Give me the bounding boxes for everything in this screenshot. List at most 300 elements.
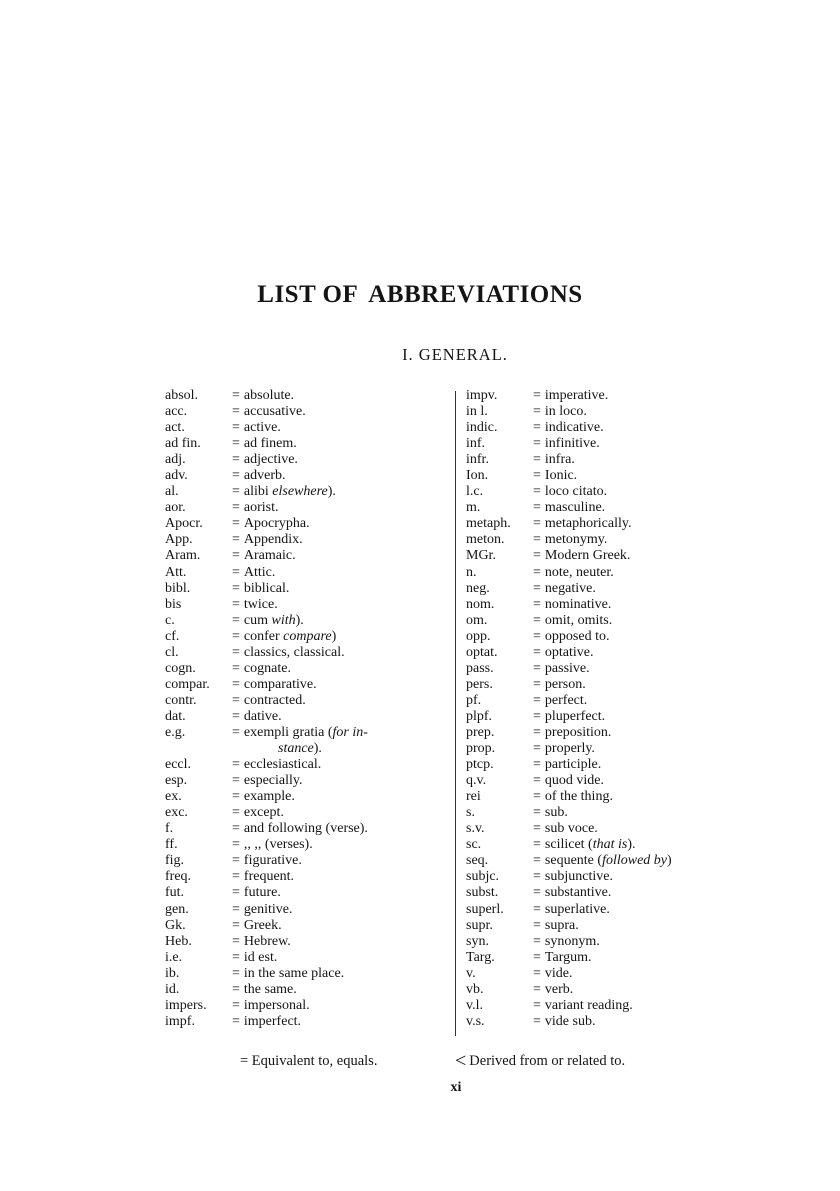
- definition: [232, 452, 441, 468]
- definition: [232, 902, 441, 918]
- definition: [533, 789, 728, 805]
- definition: [232, 613, 441, 629]
- abbreviation: s.: [466, 805, 475, 821]
- abbreviation-entry: [466, 966, 728, 982]
- definition: [232, 388, 441, 404]
- definition: [533, 821, 728, 837]
- abbreviation: acc.: [165, 404, 188, 420]
- definition-text: infinitive.: [544, 436, 600, 452]
- definition-text: opposed to.: [544, 628, 610, 644]
- definition: [232, 565, 441, 581]
- definition: [232, 998, 441, 1014]
- equals-sign: =: [533, 388, 541, 403]
- less-than-icon: <: [455, 1050, 467, 1072]
- equals-sign: =: [232, 532, 240, 548]
- abbreviation: ad fin.: [165, 436, 201, 452]
- equals-sign: =: [232, 644, 240, 660]
- definition: [533, 548, 728, 564]
- abbreviation-entry: [466, 565, 728, 581]
- definition-text: Apocrypha.: [243, 516, 310, 532]
- abbreviation: ib.: [165, 965, 180, 981]
- equals-sign: =: [533, 532, 541, 548]
- definition-text: Targum.: [544, 949, 592, 965]
- definition: [533, 452, 728, 468]
- definition-text: adjective.: [243, 452, 298, 468]
- equals-sign: =: [533, 821, 541, 837]
- definition: [533, 613, 728, 629]
- definition-text: Aramaic.: [243, 548, 296, 564]
- abbreviation: contr.: [165, 692, 197, 708]
- abbreviation-entry: [466, 725, 728, 741]
- equals-sign: =: [232, 676, 240, 692]
- abbreviation-column-left: [165, 388, 441, 1030]
- definition-text: except.: [243, 805, 284, 821]
- definition-text: substantive.: [544, 885, 612, 901]
- abbreviation-entry: [466, 773, 728, 789]
- equals-sign: =: [232, 500, 240, 516]
- definition: [232, 629, 441, 645]
- equals-sign: =: [232, 853, 240, 869]
- abbreviation-entry: [165, 805, 441, 821]
- definition: [232, 805, 441, 821]
- equals-sign: =: [533, 676, 541, 692]
- equals-sign: =: [533, 484, 541, 500]
- abbreviation-entry: [165, 725, 441, 757]
- definition-text: active.: [243, 420, 281, 436]
- definition-text: adverb.: [243, 468, 286, 484]
- equals-sign: =: [232, 724, 240, 740]
- abbreviation: vb.: [466, 981, 484, 997]
- definition-text: comparative.: [243, 676, 317, 692]
- equals-sign: =: [232, 965, 240, 981]
- equals-sign: =: [232, 949, 240, 965]
- definition: [232, 773, 441, 789]
- equals-sign: =: [533, 628, 541, 644]
- definition-text: metonymy.: [544, 532, 608, 548]
- abbreviation-entry: [165, 966, 441, 982]
- equals-sign: =: [533, 965, 541, 981]
- abbreviation: nom.: [466, 596, 495, 612]
- equals-sign: =: [232, 484, 240, 500]
- abbreviation: v.l.: [466, 997, 483, 1013]
- abbreviation-entry: [466, 869, 728, 885]
- abbreviation: Gk.: [165, 917, 186, 933]
- definition: [533, 436, 728, 452]
- definition-text: verb.: [544, 981, 574, 997]
- definition-closing: ).: [295, 612, 304, 628]
- definition: [232, 853, 441, 869]
- abbreviation: compar.: [165, 676, 210, 692]
- definition-text: superlative.: [544, 901, 610, 917]
- equals-sign: =: [533, 885, 541, 901]
- definition: [232, 966, 441, 982]
- definition: [533, 837, 728, 853]
- definition-text: variant reading.: [544, 997, 633, 1013]
- definition: [533, 741, 728, 757]
- equals-sign: =: [533, 853, 541, 869]
- definition: [533, 645, 728, 661]
- equals-sign: =: [232, 692, 240, 708]
- abbreviation-entry: [466, 500, 728, 516]
- abbreviation-entry: [466, 934, 728, 950]
- abbreviation: m.: [466, 500, 481, 516]
- abbreviation-entry: [466, 853, 728, 869]
- abbreviation: neg.: [466, 580, 490, 596]
- definition-text: properly.: [544, 741, 595, 757]
- abbreviation: impf.: [165, 1013, 195, 1029]
- column-divider: [455, 391, 456, 1036]
- definition: [533, 1014, 728, 1030]
- abbreviation: adv.: [165, 468, 188, 484]
- abbreviation: MGr.: [466, 548, 496, 564]
- definition-text: Attic.: [243, 564, 276, 580]
- abbreviation: opp.: [466, 628, 491, 644]
- abbreviation: ff.: [165, 837, 178, 853]
- equals-sign: =: [232, 612, 240, 628]
- abbreviation: absol.: [165, 388, 199, 403]
- abbreviation-entry: [165, 629, 441, 645]
- abbreviation-entry: [165, 565, 441, 581]
- equals-sign: =: [232, 628, 240, 644]
- abbreviation-column-right: [466, 388, 728, 1030]
- abbreviation: i.e.: [165, 949, 183, 965]
- definition-italic: followed by: [602, 853, 667, 869]
- abbreviation-entry: [165, 597, 441, 613]
- abbreviation: Targ.: [466, 949, 495, 965]
- equals-sign: =: [232, 420, 240, 436]
- definition: [533, 677, 728, 693]
- abbreviation: subjc.: [466, 869, 500, 885]
- definition: [533, 773, 728, 789]
- abbreviation: pf.: [466, 692, 482, 708]
- definition-text: metaphorically.: [544, 516, 632, 532]
- abbreviation: adj.: [165, 452, 186, 468]
- abbreviation: impers.: [165, 997, 207, 1013]
- definition-text: person.: [544, 676, 586, 692]
- definition-closing: ): [667, 853, 672, 869]
- definition-text: in the same place.: [243, 965, 345, 981]
- definition-text: Hebrew.: [243, 933, 291, 949]
- abbreviation-entry: [466, 404, 728, 420]
- definition-text: subjunctive.: [544, 869, 613, 885]
- definition: [232, 645, 441, 661]
- definition: [232, 436, 441, 452]
- abbreviation: q.v.: [466, 773, 487, 789]
- definition: [533, 500, 728, 516]
- equals-sign: =: [232, 388, 240, 403]
- definition-text: classics, classical.: [243, 644, 345, 660]
- abbreviation: cl.: [165, 644, 179, 660]
- definition: [533, 693, 728, 709]
- abbreviation: pers.: [466, 676, 493, 692]
- abbreviation: gen.: [165, 901, 189, 917]
- definition-text: exempli gratia (: [243, 724, 333, 740]
- abbreviation: v.: [466, 965, 476, 981]
- definition-text: of the thing.: [544, 789, 613, 805]
- definition: [533, 902, 728, 918]
- definition: [232, 661, 441, 677]
- equals-sign: =: [232, 436, 240, 452]
- abbreviation: bis: [165, 596, 182, 612]
- abbreviation: bibl.: [165, 580, 191, 596]
- abbreviation-entry: [165, 436, 441, 452]
- abbreviation: eccl.: [165, 757, 192, 773]
- legend-derived-text: Derived from or related to.: [469, 1053, 626, 1069]
- equals-sign: =: [533, 901, 541, 917]
- abbreviation-entry: [466, 885, 728, 901]
- equals-sign: =: [533, 949, 541, 965]
- equals-sign: =: [533, 644, 541, 660]
- abbreviation: optat.: [466, 644, 498, 660]
- abbreviation: sc.: [466, 837, 482, 853]
- abbreviation-entry: [165, 532, 441, 548]
- abbreviation: Heb.: [165, 933, 192, 949]
- abbreviation: Ion.: [466, 468, 489, 484]
- definition-italic: elsewhere: [272, 484, 328, 500]
- abbreviation-entry: [466, 420, 728, 436]
- abbreviation-entry: [165, 982, 441, 998]
- abbreviation-entry: [466, 516, 728, 532]
- abbreviation-entry: [466, 613, 728, 629]
- definition-text: masculine.: [544, 500, 606, 516]
- abbreviation-entry: [165, 950, 441, 966]
- equals-sign: =: [533, 580, 541, 596]
- definition-text: frequent.: [243, 869, 295, 885]
- definition: [533, 388, 728, 404]
- equals-sign: =: [232, 468, 240, 484]
- abbreviation-entry: [466, 982, 728, 998]
- definition-text: preposition.: [544, 724, 612, 740]
- abbreviation: l.c.: [466, 484, 484, 500]
- abbreviation: fig.: [165, 853, 185, 869]
- equals-sign: =: [533, 548, 541, 564]
- abbreviation-entry: [466, 452, 728, 468]
- definition: [533, 709, 728, 725]
- equals-sign: =: [232, 901, 240, 917]
- definition: [232, 837, 441, 853]
- definition: [232, 869, 441, 885]
- abbreviation-entry: [466, 532, 728, 548]
- definition-continuation: [232, 741, 441, 757]
- abbreviation-entry: [466, 548, 728, 564]
- definition-text: absolute.: [243, 388, 295, 403]
- legend-derived: [455, 1050, 626, 1072]
- definition-text: alibi: [243, 484, 273, 500]
- definition-text: sequente (: [544, 853, 603, 869]
- abbreviation-entry: [165, 853, 441, 869]
- abbreviation: f.: [165, 821, 174, 837]
- definition: [232, 1014, 441, 1030]
- legend-equals: = Equivalent to, equals.: [240, 1053, 378, 1069]
- abbreviation-entry: [466, 597, 728, 613]
- definition: [232, 693, 441, 709]
- abbreviation: seq.: [466, 853, 489, 869]
- equals-sign: =: [533, 1013, 541, 1029]
- abbreviation: ex.: [165, 789, 182, 805]
- definition: [232, 757, 441, 773]
- definition-text: Ionic.: [544, 468, 578, 484]
- equals-sign: =: [232, 1013, 240, 1029]
- definition: [232, 420, 441, 436]
- abbreviation-entry: [165, 677, 441, 693]
- equals-sign: =: [232, 837, 240, 853]
- abbreviation: infr.: [466, 452, 489, 468]
- abbreviation: Apocr.: [165, 516, 203, 532]
- definition: [232, 950, 441, 966]
- equals-sign: =: [232, 981, 240, 997]
- definition-text: genitive.: [243, 901, 293, 917]
- abbreviation-entry: [165, 998, 441, 1014]
- abbreviation-entry: [165, 885, 441, 901]
- abbreviation: App.: [165, 532, 193, 548]
- definition: [533, 885, 728, 901]
- abbreviation-entry: [165, 837, 441, 853]
- equals-sign: =: [533, 564, 541, 580]
- equals-sign: =: [232, 548, 240, 564]
- definition: [533, 516, 728, 532]
- equals-sign: =: [533, 773, 541, 789]
- equals-sign: =: [533, 436, 541, 452]
- definition-text: ad finem.: [243, 436, 297, 452]
- definition-text: ,, ,, (verses).: [243, 837, 313, 853]
- abbreviation-entry: [165, 934, 441, 950]
- abbreviation: cogn.: [165, 660, 196, 676]
- abbreviation-entry: [466, 436, 728, 452]
- abbreviation: metaph.: [466, 516, 511, 532]
- definition: [232, 725, 441, 757]
- abbreviation: exc.: [165, 805, 188, 821]
- definition: [232, 404, 441, 420]
- abbreviation-entry: [466, 645, 728, 661]
- abbreviation: pass.: [466, 660, 494, 676]
- abbreviation: plpf.: [466, 708, 493, 724]
- definition: [533, 918, 728, 934]
- page-title: [0, 281, 840, 309]
- definition-text: participle.: [544, 757, 602, 773]
- abbreviation: e.g.: [165, 724, 186, 740]
- definition: [232, 885, 441, 901]
- definition-text: sub voce.: [544, 821, 598, 837]
- abbreviation-entry: [165, 709, 441, 725]
- equals-sign: =: [232, 516, 240, 532]
- equals-sign: =: [232, 757, 240, 773]
- abbreviation: v.s.: [466, 1013, 485, 1029]
- equals-sign: =: [533, 933, 541, 949]
- abbreviation: Att.: [165, 564, 187, 580]
- definition: [232, 500, 441, 516]
- equals-sign: =: [533, 500, 541, 516]
- abbreviation: act.: [165, 420, 185, 436]
- definition-text: vide sub.: [544, 1013, 596, 1029]
- equals-sign: =: [232, 452, 240, 468]
- definition-closing: ).: [313, 741, 322, 757]
- abbreviation-entry: [165, 918, 441, 934]
- definition: [232, 468, 441, 484]
- definition: [533, 869, 728, 885]
- abbreviation: fut.: [165, 885, 185, 901]
- definition: [533, 404, 728, 420]
- definition-text: pluperfect.: [544, 708, 606, 724]
- definition: [232, 934, 441, 950]
- abbreviation-entry: [165, 693, 441, 709]
- abbreviation-entry: [466, 661, 728, 677]
- definition: [232, 789, 441, 805]
- abbreviation-entry: [165, 452, 441, 468]
- definition-text: quod vide.: [544, 773, 605, 789]
- definition-text: aorist.: [243, 500, 279, 516]
- abbreviation-entry: [466, 902, 728, 918]
- abbreviation: om.: [466, 612, 488, 628]
- equals-sign: =: [533, 741, 541, 757]
- definition: [533, 966, 728, 982]
- abbreviation-entry: [466, 837, 728, 853]
- equals-sign: =: [533, 612, 541, 628]
- equals-sign: =: [533, 837, 541, 853]
- abbreviation: s.v.: [466, 821, 485, 837]
- abbreviation-entry: [165, 613, 441, 629]
- definition-text: perfect.: [544, 692, 588, 708]
- definition-text: accusative.: [243, 404, 306, 420]
- definition-text: cognate.: [243, 660, 291, 676]
- equals-sign: =: [232, 789, 240, 805]
- definition-closing: ): [331, 628, 337, 644]
- equals-sign: =: [232, 997, 240, 1013]
- abbreviation-entry: [165, 869, 441, 885]
- abbreviation: ptcp.: [466, 757, 494, 773]
- abbreviation: supr.: [466, 917, 493, 933]
- abbreviation-entry: [165, 902, 441, 918]
- abbreviation-entry: [165, 404, 441, 420]
- definition: [232, 516, 441, 532]
- equals-sign: =: [232, 821, 240, 837]
- definition: [232, 484, 441, 500]
- definition-text: loco citato.: [544, 484, 608, 500]
- abbreviation-entry: [466, 484, 728, 500]
- definition-text: Greek.: [243, 917, 282, 933]
- abbreviation: al.: [165, 484, 179, 500]
- definition: [232, 821, 441, 837]
- section-heading: I. GENERAL.: [402, 345, 508, 364]
- abbreviation-entry: [466, 677, 728, 693]
- equals-sign: =: [533, 468, 541, 484]
- equals-sign: =: [533, 596, 541, 612]
- abbreviation: id.: [165, 981, 180, 997]
- abbreviation: indic.: [466, 420, 498, 436]
- equals-sign: =: [533, 757, 541, 773]
- equals-sign: =: [533, 997, 541, 1013]
- definition-text: contracted.: [243, 692, 306, 708]
- abbreviation-entry: [466, 757, 728, 773]
- definition-text: id est.: [243, 949, 278, 965]
- abbreviation-entry: [165, 581, 441, 597]
- abbreviation-entry: [165, 388, 441, 404]
- abbreviation-entry: [466, 805, 728, 821]
- definition: [232, 581, 441, 597]
- abbreviation-entry: [466, 388, 728, 404]
- abbreviation-entry: [466, 918, 728, 934]
- definition-text: impersonal.: [243, 997, 310, 1013]
- definition-closing: ).: [327, 484, 336, 500]
- definition: [533, 629, 728, 645]
- abbreviation-entry: [466, 709, 728, 725]
- abbreviation-entry: [165, 773, 441, 789]
- abbreviation-entry: [165, 548, 441, 564]
- definition-text: note, neuter.: [544, 564, 614, 580]
- abbreviation: meton.: [466, 532, 505, 548]
- equals-sign: =: [232, 805, 240, 821]
- abbreviation-entry: [165, 661, 441, 677]
- abbreviation-entry: [466, 1014, 728, 1030]
